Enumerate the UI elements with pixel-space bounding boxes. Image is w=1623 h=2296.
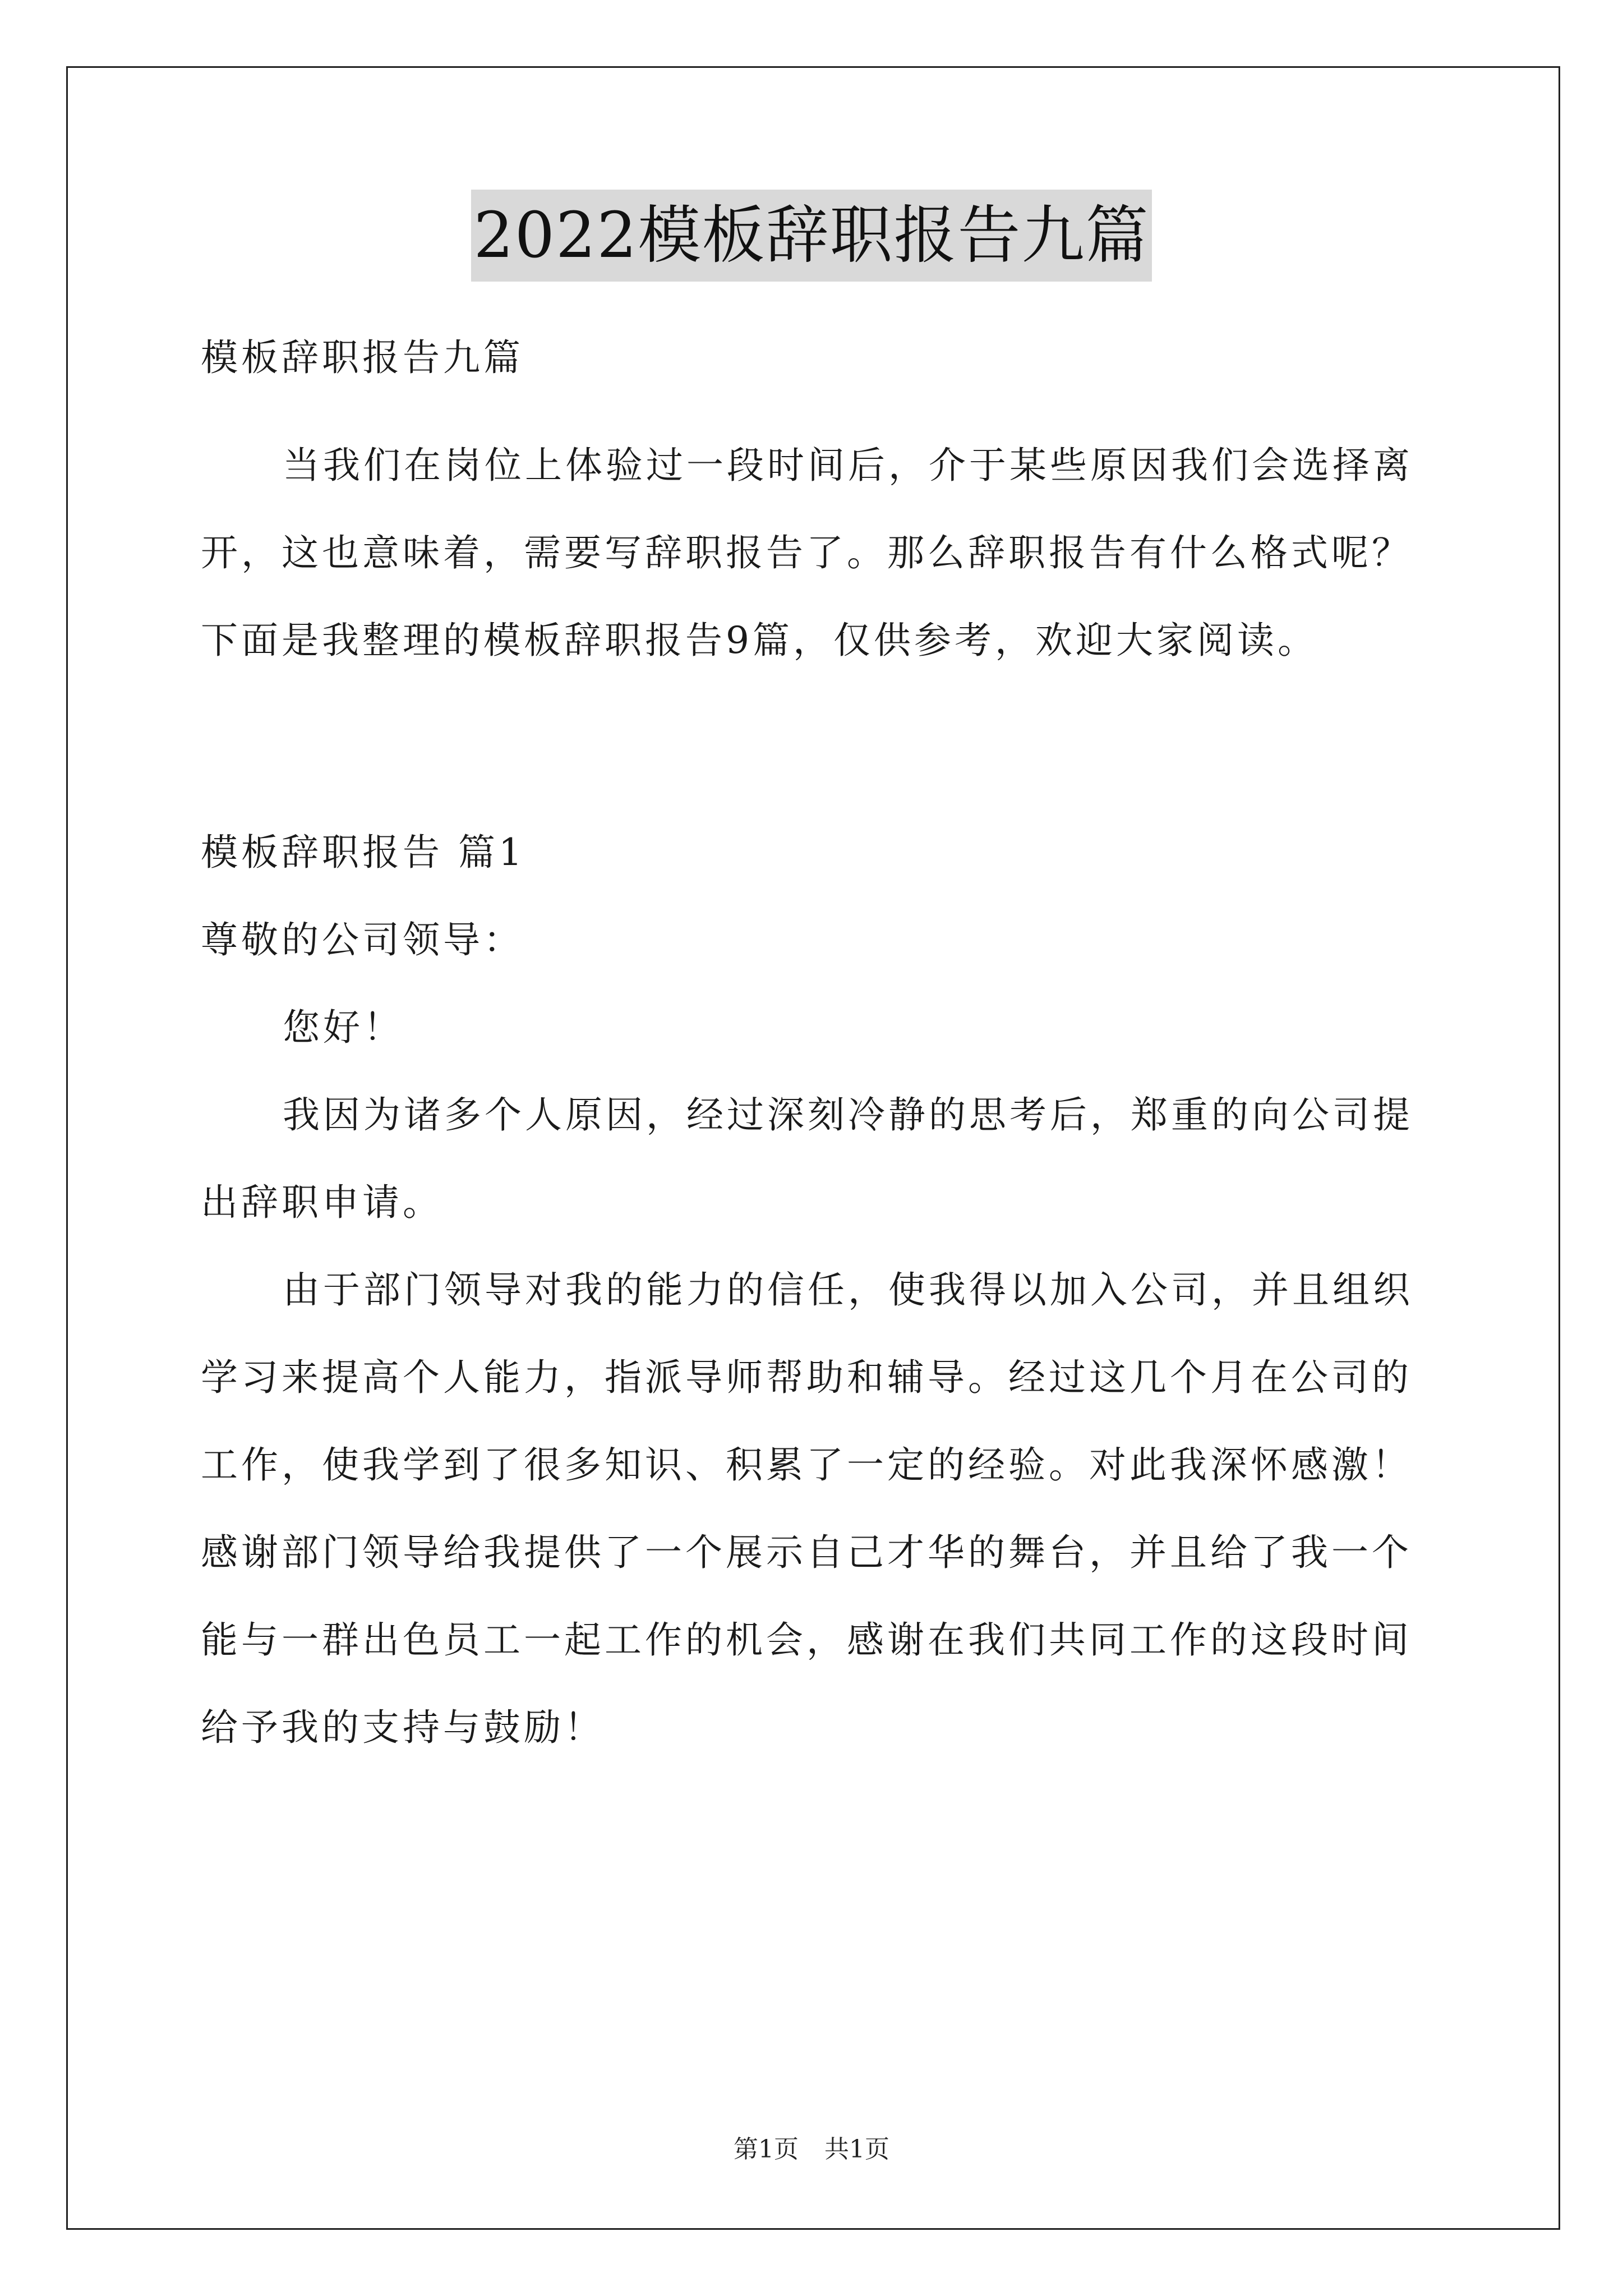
greeting: 您好！: [283, 1006, 404, 1049]
paragraph-line: 工作，使我学到了很多知识、积累了一定的经验。对此我深怀感激！: [201, 1443, 1412, 1487]
paragraph-line: 能与一群出色员工一起工作的机会，感谢在我们共同工作的这段时间: [201, 1618, 1412, 1662]
intro-paragraph: [201, 422, 1435, 684]
page-number-current: 第1页: [734, 2135, 799, 2164]
page-number-total: 共1页: [824, 2135, 889, 2164]
document-title: 2022模板辞职报告九篇: [471, 190, 1151, 282]
paragraph-line: 出辞职申请。: [201, 1181, 443, 1224]
paragraph-line: 由于部门领导对我的能力的信任，使我得以加入公司，并且组织: [283, 1268, 1413, 1312]
paragraph-line: 感谢部门领导给我提供了一个展示自己才华的舞台，并且给了我一个: [201, 1531, 1412, 1574]
body-paragraph-1: [201, 1071, 1435, 1246]
intro-line: 当我们在岗位上体验过一段时间后，介于某些原因我们会选择离: [283, 444, 1413, 487]
title-container: [0, 190, 1623, 282]
document-subtitle: 模板辞职报告九篇: [201, 336, 524, 379]
body-paragraph-2: [201, 1246, 1435, 1772]
document-body: [201, 314, 1435, 1772]
intro-line: 开，这也意味着，需要写辞职报告了。那么辞职报告有什么格式呢？: [201, 531, 1412, 574]
paragraph-line: 我因为诸多个人原因，经过深刻冷静的思考后，郑重的向公司提: [283, 1093, 1413, 1137]
page-footer: [0, 2129, 1623, 2165]
intro-line: 下面是我整理的模板辞职报告9篇，仅供参考，欢迎大家阅读。: [201, 619, 1318, 662]
paragraph-line: 给予我的支持与鼓励！: [201, 1706, 605, 1749]
section-heading: 模板辞职报告 篇1: [201, 831, 525, 874]
paragraph-line: 学习来提高个人能力，指派导师帮助和辅导。经过这几个月在公司的: [201, 1356, 1412, 1399]
salutation: 尊敬的公司领导：: [201, 918, 524, 961]
